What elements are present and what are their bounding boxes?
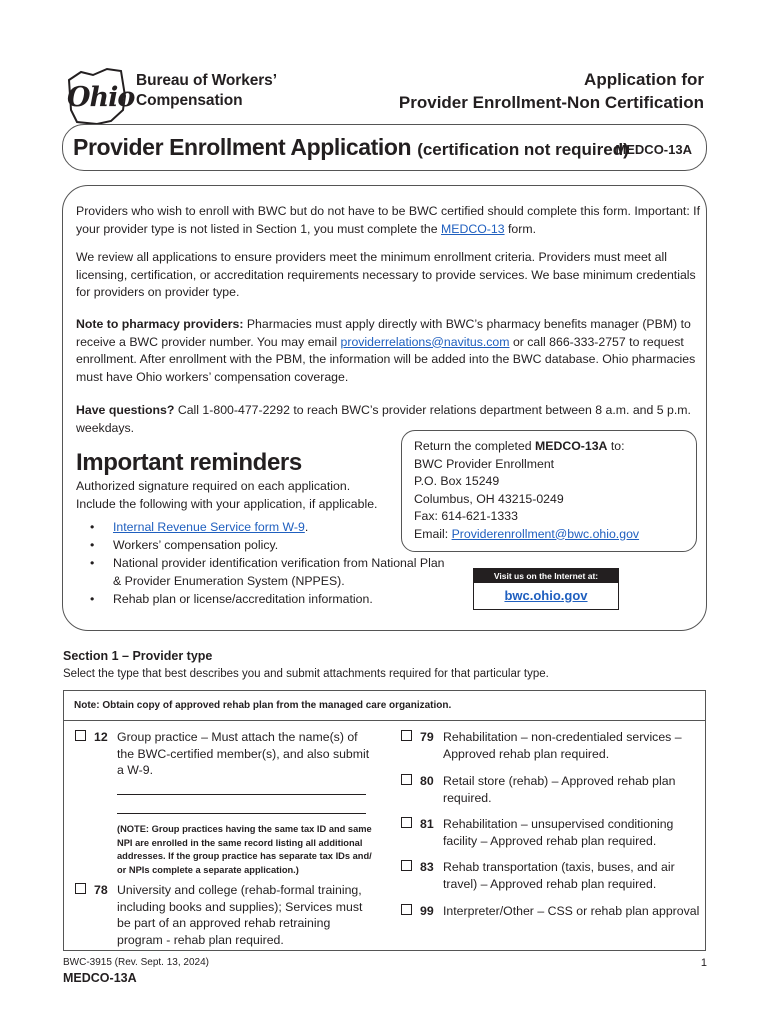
list-item: • Internal Revenue Service form W-9.	[76, 518, 456, 536]
section-1-heading: Section 1 – Provider type	[63, 649, 213, 663]
member-name-line-1[interactable]	[117, 794, 366, 795]
intro-paragraph-2: We review all applications to ensure providers meet the minimum enrollment criteria. Providers must meet all licensing, certification, or accreditation requirements necessary to provide services. We base minimum credentials for providers on provider type.	[76, 250, 696, 299]
section-1-instruction: Select the type that best describes you and submit attachments required for that particular type.	[63, 668, 549, 680]
form-subtitle: (certification not required)	[417, 140, 629, 159]
form-revision: BWC-3915 (Rev. Sept. 13, 2024)	[63, 957, 209, 968]
provider-type-99: 99 Interpreter/Other – CSS or rehab plan approval	[401, 903, 697, 921]
member-name-line-2[interactable]	[117, 813, 366, 814]
pharmacy-email-link[interactable]: providerrelations@navitus.com	[340, 334, 510, 349]
form-title-bar	[62, 124, 707, 171]
website-box	[473, 568, 619, 610]
list-item: • Rehab plan or license/accreditation information.	[76, 590, 456, 608]
checkbox-80[interactable]	[401, 774, 412, 785]
intro-panel	[62, 185, 707, 631]
provider-type-79: 79 Rehabilitation – non-credentialed services – Approved rehab plan required.	[401, 729, 697, 763]
ohio-script-logo: Ohio	[67, 82, 135, 113]
provider-type-12: 12 Group practice – Must attach the name(s) of the BWC-certified member(s), and also submit a W-9.	[75, 729, 375, 779]
checkbox-78[interactable]	[75, 883, 86, 894]
medco-13-link[interactable]: MEDCO-13	[441, 221, 505, 236]
list-item: • National provider identification verification from National Plan & Provider Enumeration System (NPPES).	[76, 554, 456, 590]
list-item: • Workers’ compensation policy.	[76, 536, 456, 554]
bwc-logo	[63, 66, 285, 128]
checkbox-79[interactable]	[401, 730, 412, 741]
reminders-list	[76, 518, 456, 608]
checkbox-12[interactable]	[75, 730, 86, 741]
pharmacy-note: Note to pharmacy providers: Pharmacies must apply directly with BWC’s pharmacy benefits manager (PBM) to receive a BWC provider number. You may email providerrelations@navitus.com or call 866-333-2757 to request enrollment. After enrollment with the PBM, the information will be added into the BWC database. Ohio pharmacies must have Ohio workers’ compensation coverage.	[76, 317, 696, 384]
reminders-heading: Important reminders	[76, 449, 302, 476]
rehab-plan-note: Note: Obtain copy of approved rehab plan from the managed care organization.	[64, 691, 705, 721]
website-link[interactable]: bwc.ohio.gov	[504, 588, 588, 603]
document-title: Application for Provider Enrollment-Non Certification	[398, 70, 704, 112]
return-address-box: Return the completed MEDCO-13A to: BWC Provider Enrollment P.O. Box 15249 Columbus, OH 43215-0249 Fax: 614-621-1333 Email: Providerenrollment@bwc.ohio.gov	[401, 430, 697, 552]
w9-form-link[interactable]: Internal Revenue Service form W-9	[113, 520, 305, 534]
form-title: Provider Enrollment Application (certification not required)	[73, 134, 629, 160]
checkbox-81[interactable]	[401, 817, 412, 828]
org-name: Bureau of Workers’ Compensation	[136, 72, 277, 109]
group-practice-note: (NOTE: Group practices having the same tax ID and same NPI are enrolled in the same record listing all additional addresses. If the group practice has separate tax IDs and/ or NPIs complete a separate application.)	[117, 824, 372, 875]
provider-type-81: 81 Rehabilitation – unsupervised conditioning facility – Approved rehab plan required.	[401, 816, 697, 850]
website-box-header: Visit us on the Internet at:	[474, 569, 618, 583]
checkbox-99[interactable]	[401, 904, 412, 915]
footer-form-code: MEDCO-13A	[63, 971, 137, 985]
form-code: MEDCO-13A	[615, 142, 692, 157]
provider-type-78: 78 University and college (rehab-formal training, including books and supplies); Services must be part of an approved rehab retraining program - rehab plan required.	[75, 882, 375, 948]
page-number: 1	[700, 957, 707, 969]
questions-note: Have questions? Call 1-800-477-2292 to reach BWC’s provider relations department between 8 a.m. and 5 p.m. weekdays.	[76, 403, 691, 435]
reminders-intro: Authorized signature required on each application. Include the following with your application, if applicable.	[76, 479, 378, 511]
checkbox-83[interactable]	[401, 860, 412, 871]
provider-type-80: 80 Retail store (rehab) – Approved rehab plan required.	[401, 773, 697, 807]
enrollment-email-link[interactable]: Providerenrollment@bwc.ohio.gov	[451, 526, 640, 541]
provider-type-83: 83 Rehab transportation (taxis, buses, and air travel) – Approved rehab plan required.	[401, 859, 697, 893]
intro-paragraph-1: Providers who wish to enroll with BWC but do not have to be BWC certified should complete this form. Important: If your provider type is not listed in Section 1, you must complete the MEDCO-13 form.	[76, 204, 700, 236]
